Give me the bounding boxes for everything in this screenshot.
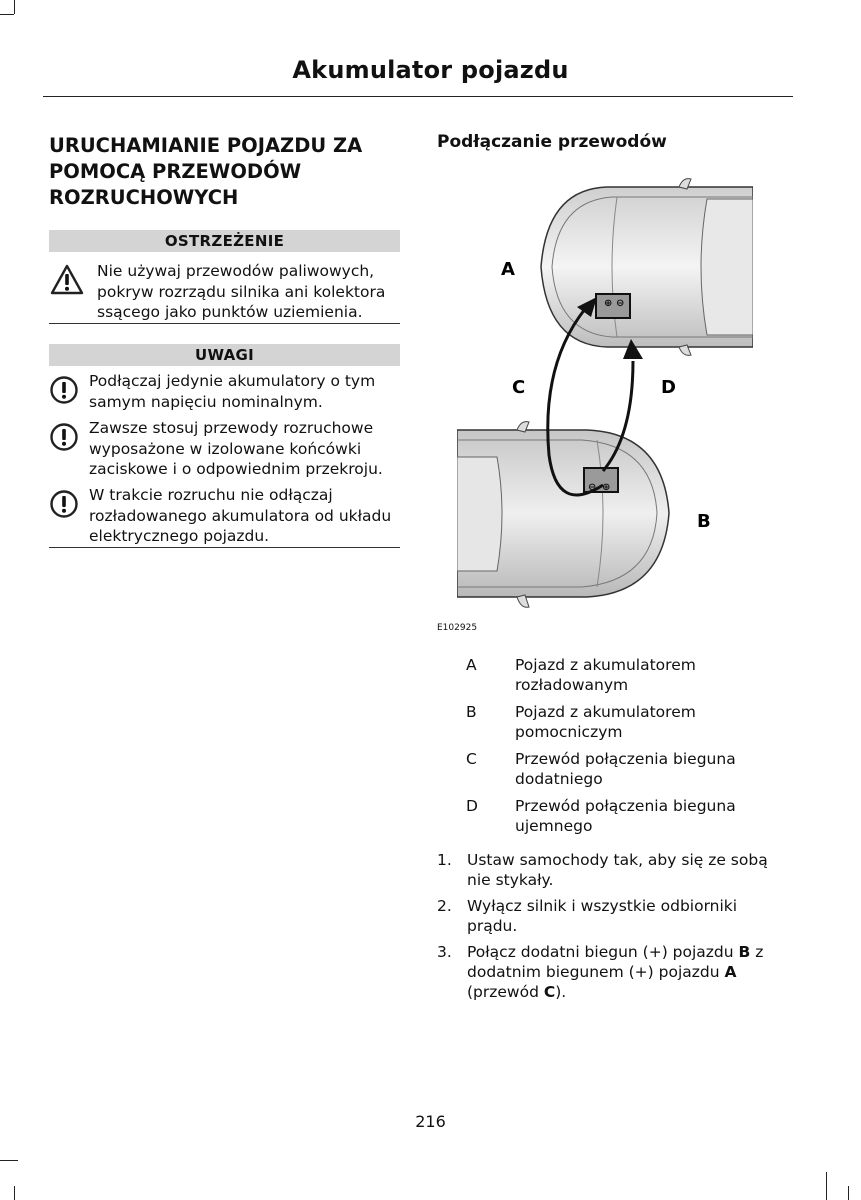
svg-text:⊖: ⊖: [588, 482, 597, 493]
label-c: C: [512, 377, 526, 398]
legend-item: [466, 702, 786, 742]
svg-text:⊕: ⊕: [602, 482, 611, 493]
step-text: Ustaw samochody tak, aby się ze sobą nie stykały.: [467, 851, 768, 889]
warning-triangle-icon: [49, 263, 85, 297]
step-text-part: ).: [555, 983, 567, 1001]
step-bold-cable-c: C: [543, 983, 556, 1001]
exclamation-circle-icon: [49, 375, 79, 405]
note-text: Zawsze stosuj przewody rozruchowe wyposażone w izolowane końcówki zaciskowe i o odpowiednim przekroju.: [89, 419, 383, 478]
crop-mark: [848, 1186, 849, 1200]
step-text: [467, 942, 792, 1002]
left-column: [49, 133, 400, 545]
battery-a: [596, 294, 630, 318]
legend-text: Przewód połączenia bieguna ujemnego: [515, 797, 736, 835]
warning-divider: [49, 323, 400, 324]
step-number: 3.: [437, 943, 452, 961]
notes-banner: UWAGI: [49, 344, 400, 366]
jump-start-diagram: [457, 175, 753, 615]
warning-text: Nie używaj przewodów paliwowych, pokryw rozrządu silnika ani kolektora ssącego jako punktów uziemienia.: [97, 262, 386, 321]
step-item: [437, 896, 792, 936]
crop-mark: [826, 1172, 827, 1200]
legend-item: [466, 749, 786, 789]
legend-item: [466, 655, 786, 695]
legend-item: [466, 796, 786, 836]
crop-mark: [14, 0, 15, 14]
step-item: [437, 850, 792, 890]
step-text-part: z dodatnim biegunem (+) pojazdu: [467, 943, 764, 981]
warning-banner: OSTRZEŻENIE: [49, 230, 400, 252]
legend-text: Przewód połączenia bieguna dodatniego: [515, 750, 736, 788]
svg-text:⊖: ⊖: [616, 298, 625, 309]
step-number: 2.: [437, 897, 452, 915]
section-title: URUCHAMIANIE POJAZDU ZA POMOCĄ PRZEWODÓW ROZRUCHOWYCH: [49, 134, 363, 209]
note-text: Podłączaj jedynie akumulatory o tym samym napięciu nominalnym.: [89, 372, 376, 411]
steps-list: [437, 850, 792, 1008]
step-text-part: Połącz dodatni biegun (+) pojazdu: [467, 943, 739, 961]
crop-mark: [0, 14, 14, 15]
legend-key: C: [466, 750, 477, 768]
step-bold-vehicle-a: A: [724, 963, 737, 981]
legend-key: D: [466, 797, 478, 815]
note-text: W trakcie rozruchu nie odłączaj rozładowanego akumulatora od układu elektrycznego pojazdu.: [89, 486, 392, 545]
label-d: D: [661, 377, 676, 398]
diagram-legend: [466, 655, 786, 843]
subsection-title: Podłączanie przewodów: [437, 132, 667, 152]
step-text: Wyłącz silnik i wszystkie odbiorniki prądu.: [467, 897, 738, 935]
label-b: B: [697, 511, 711, 532]
right-column: [437, 132, 797, 152]
page-number: 216: [415, 1112, 446, 1131]
page-title: Akumulator pojazdu: [292, 56, 569, 84]
legend-key: A: [466, 656, 477, 674]
exclamation-circle-icon: [49, 422, 79, 452]
step-number: 1.: [437, 851, 452, 869]
battery-b: [584, 468, 618, 493]
note-item: [49, 485, 400, 547]
warning-block: [49, 261, 400, 323]
legend-key: B: [466, 703, 477, 721]
crop-mark: [14, 1186, 15, 1200]
crop-mark: [0, 1160, 18, 1161]
legend-text: Pojazd z akumulatorem rozładowanym: [515, 656, 696, 694]
step-item: [437, 942, 792, 1002]
car-b-illustration: [457, 422, 669, 608]
legend-text: Pojazd z akumulatorem pomocniczym: [515, 703, 696, 741]
note-item: [49, 418, 400, 480]
svg-text:⊕: ⊕: [604, 298, 613, 309]
header-divider: [43, 96, 793, 97]
note-item: [49, 371, 400, 412]
step-bold-vehicle-b: B: [738, 943, 751, 961]
step-text-part: (przewód: [467, 983, 544, 1001]
figure-id: E102925: [437, 623, 478, 633]
exclamation-circle-icon: [49, 489, 79, 519]
notes-divider: [49, 547, 400, 548]
label-a: A: [501, 259, 515, 280]
